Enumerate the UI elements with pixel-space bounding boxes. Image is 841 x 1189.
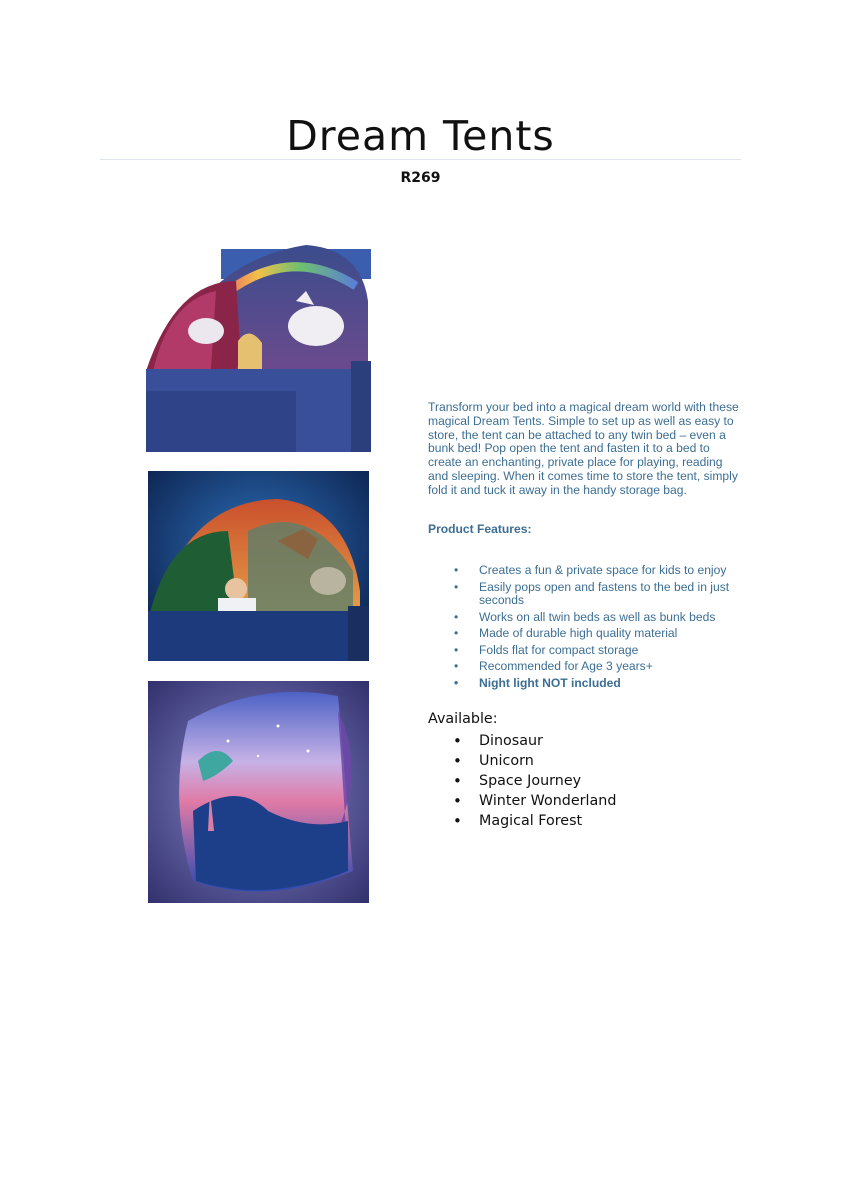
list-item: • Space Journey — [453, 772, 582, 790]
list-item: • Recommended for Age 3 years+ — [454, 659, 653, 674]
available-list — [428, 731, 616, 831]
page-title: Dream Tents — [286, 112, 555, 160]
list-item: • Creates a fun & private space for kids to enjoy — [454, 563, 727, 577]
dinosaur-tent-photo — [148, 471, 369, 661]
product-code: R269 — [400, 170, 441, 186]
bullet-icon: • — [454, 675, 459, 690]
features-heading: Product Features: — [428, 522, 532, 536]
bullet-icon: • — [454, 626, 459, 641]
bullet-icon: • — [453, 792, 462, 810]
list-item: • Made of durable high quality material — [454, 626, 678, 641]
bullet-icon: • — [454, 579, 459, 594]
list-item: • Unicorn — [453, 752, 534, 770]
list-item: • Easily pops open and fastens to the bed in just seconds — [454, 579, 730, 608]
bullet-icon: • — [454, 563, 459, 577]
product-description: Transform your bed into a magical dream world with these magical Dream Tents. Simple to set up as well as easy to store, the tent can be attached to any twin bed – even a bunk bed! Pop open the tent and fasten it to a bed to create an enchanting, private place for playing, reading and sleeping. When it comes time to store the tent, simply fold it and tuck it away in the handy storage bag. — [428, 400, 739, 497]
list-item: • Folds flat for compact storage — [454, 642, 639, 657]
features-list — [428, 564, 748, 693]
unicorn-tent-photo — [146, 241, 371, 452]
bullet-icon: • — [454, 659, 459, 674]
bullet-icon: • — [453, 772, 462, 790]
magical-forest-tent-photo — [148, 681, 369, 903]
title-divider — [100, 159, 741, 160]
bullet-icon: • — [453, 812, 462, 830]
available-heading: Available: — [428, 711, 498, 727]
list-item: • Dinosaur — [453, 732, 543, 750]
bullet-icon: • — [453, 752, 462, 770]
bullet-icon: • — [453, 732, 462, 750]
list-item: • Night light NOT included — [454, 675, 621, 690]
bullet-icon: • — [454, 609, 459, 624]
bullet-icon: • — [454, 642, 459, 657]
list-item: • Magical Forest — [453, 812, 583, 830]
list-item: • Works on all twin beds as well as bunk beds — [454, 609, 716, 624]
list-item: • Winter Wonderland — [453, 792, 617, 810]
